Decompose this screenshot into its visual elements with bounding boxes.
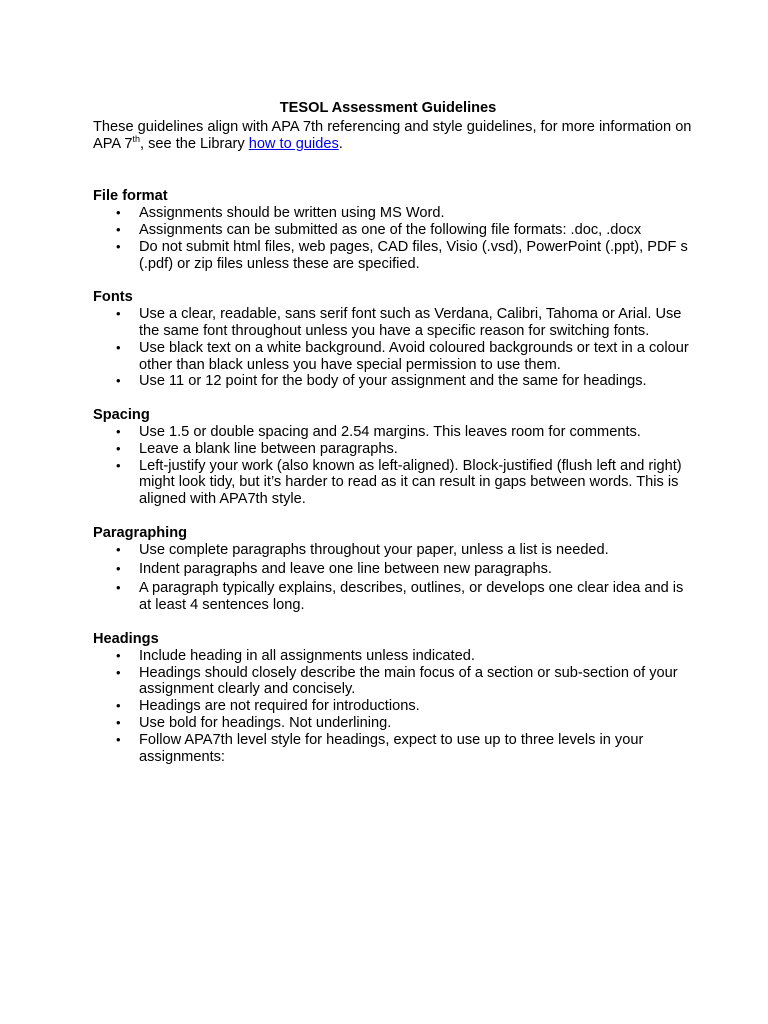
- bullet-icon: •: [116, 440, 121, 456]
- bullet-list: [93, 542, 693, 614]
- list-item-text: Leave a blank line between paragraphs.: [139, 440, 398, 457]
- section-heading: File format: [93, 188, 168, 205]
- bullet-icon: •: [116, 457, 121, 473]
- section-headings: [93, 631, 693, 765]
- bullet-icon: •: [116, 541, 121, 557]
- bullet-icon: •: [116, 306, 121, 322]
- list-item-text: Headings should closely describe the main focus of a section or sub-section of your assignment clearly and concisely.: [139, 664, 678, 698]
- section-heading: Paragraphing: [93, 524, 188, 541]
- bullet-icon: •: [116, 339, 121, 355]
- list-item: [93, 580, 693, 614]
- bullet-icon: •: [116, 238, 121, 254]
- document-title: TESOL Assessment Guidelines: [279, 100, 497, 116]
- intro-end: .: [338, 135, 343, 152]
- section-heading: Fonts: [93, 289, 133, 306]
- section-heading: Headings: [93, 630, 159, 647]
- list-item: [93, 648, 693, 665]
- list-item: [93, 542, 693, 559]
- list-item: [93, 424, 693, 441]
- section-fonts: [93, 289, 693, 390]
- bullet-icon: •: [116, 664, 121, 680]
- list-item: [93, 373, 693, 390]
- intro-text-continued: , see the Library: [140, 135, 249, 152]
- list-item: [93, 732, 693, 766]
- list-item-text: Assignments can be submitted as one of the following file formats: .doc, .docx: [139, 221, 642, 238]
- bullet-icon: •: [116, 731, 121, 747]
- guideline-sections: [93, 188, 693, 765]
- bullet-list: [93, 648, 693, 766]
- bullet-icon: •: [116, 714, 121, 730]
- section-file-format: [93, 188, 693, 272]
- list-item: [93, 561, 693, 578]
- list-item-text: Use black text on a white background. Avoid coloured backgrounds or text in a colour other than black unless you have special permission to use them.: [139, 339, 689, 373]
- bullet-icon: •: [116, 647, 121, 663]
- list-item: [93, 306, 693, 340]
- bullet-list: [93, 306, 693, 390]
- list-item: [93, 441, 693, 458]
- list-item-text: Include heading in all assignments unless indicated.: [139, 647, 475, 664]
- section-heading: Spacing: [93, 407, 150, 424]
- list-item: [93, 715, 693, 732]
- how-to-guides-link[interactable]: how to guides: [248, 135, 339, 152]
- bullet-list: [93, 205, 693, 272]
- list-item-text: Use complete paragraphs throughout your paper, unless a list is needed.: [139, 541, 609, 558]
- list-item: [93, 239, 693, 273]
- section-spacing: [93, 407, 693, 508]
- list-item-text: Use a clear, readable, sans serif font such as Verdana, Calibri, Tahoma or Arial. Use the same font throughout unless you have a specific reason for switching fonts.: [139, 306, 682, 339]
- list-item-text: Use 1.5 or double spacing and 2.54 margins. This leaves room for comments.: [139, 423, 641, 440]
- list-item-text: Follow APA7th level style for headings, expect to use up to three levels in your assignments:: [139, 731, 644, 765]
- list-item: [93, 698, 693, 715]
- bullet-icon: •: [116, 205, 121, 221]
- list-item-text: Use bold for headings. Not underlining.: [139, 714, 392, 731]
- list-item-text: Headings are not required for introductions.: [139, 698, 420, 715]
- section-paragraphing: [93, 525, 693, 614]
- intro-paragraph: [93, 119, 693, 153]
- bullet-icon: •: [116, 698, 121, 714]
- document-page: [93, 100, 693, 765]
- list-item: [93, 665, 693, 699]
- list-item: [93, 205, 693, 222]
- list-item: [93, 340, 693, 374]
- list-item-text: Indent paragraphs and leave one line between new paragraphs.: [139, 561, 552, 578]
- intro-superscript: th: [132, 133, 140, 144]
- list-item-text: Left-justify your work (also known as left-aligned). Block-justified (flush left and right) might look tidy, but it’s harder to read as it can result in gaps between words. This is aligned with APA7th style.: [139, 457, 682, 508]
- bullet-icon: •: [116, 373, 121, 389]
- intro-text: These guidelines align with APA 7th referencing and style guidelines, for more information on APA 7: [93, 118, 692, 152]
- bullet-icon: •: [116, 221, 121, 237]
- bullet-list: [93, 424, 693, 508]
- list-item: [93, 458, 693, 508]
- list-item-text: Do not submit html files, web pages, CAD files, Visio (.vsd), PowerPoint (.ppt), PDF s (.pdf) or zip files unless these are specified.: [139, 238, 688, 272]
- bullet-icon: •: [116, 423, 121, 439]
- bullet-icon: •: [116, 561, 121, 577]
- bullet-icon: •: [116, 580, 121, 596]
- list-item-text: A paragraph typically explains, describes, outlines, or develops one clear idea and is at least 4 sentences long.: [139, 580, 684, 614]
- list-item-text: Assignments should be written using MS Word.: [139, 205, 445, 222]
- list-item: [93, 222, 693, 239]
- list-item-text: Use 11 or 12 point for the body of your assignment and the same for headings.: [139, 373, 647, 390]
